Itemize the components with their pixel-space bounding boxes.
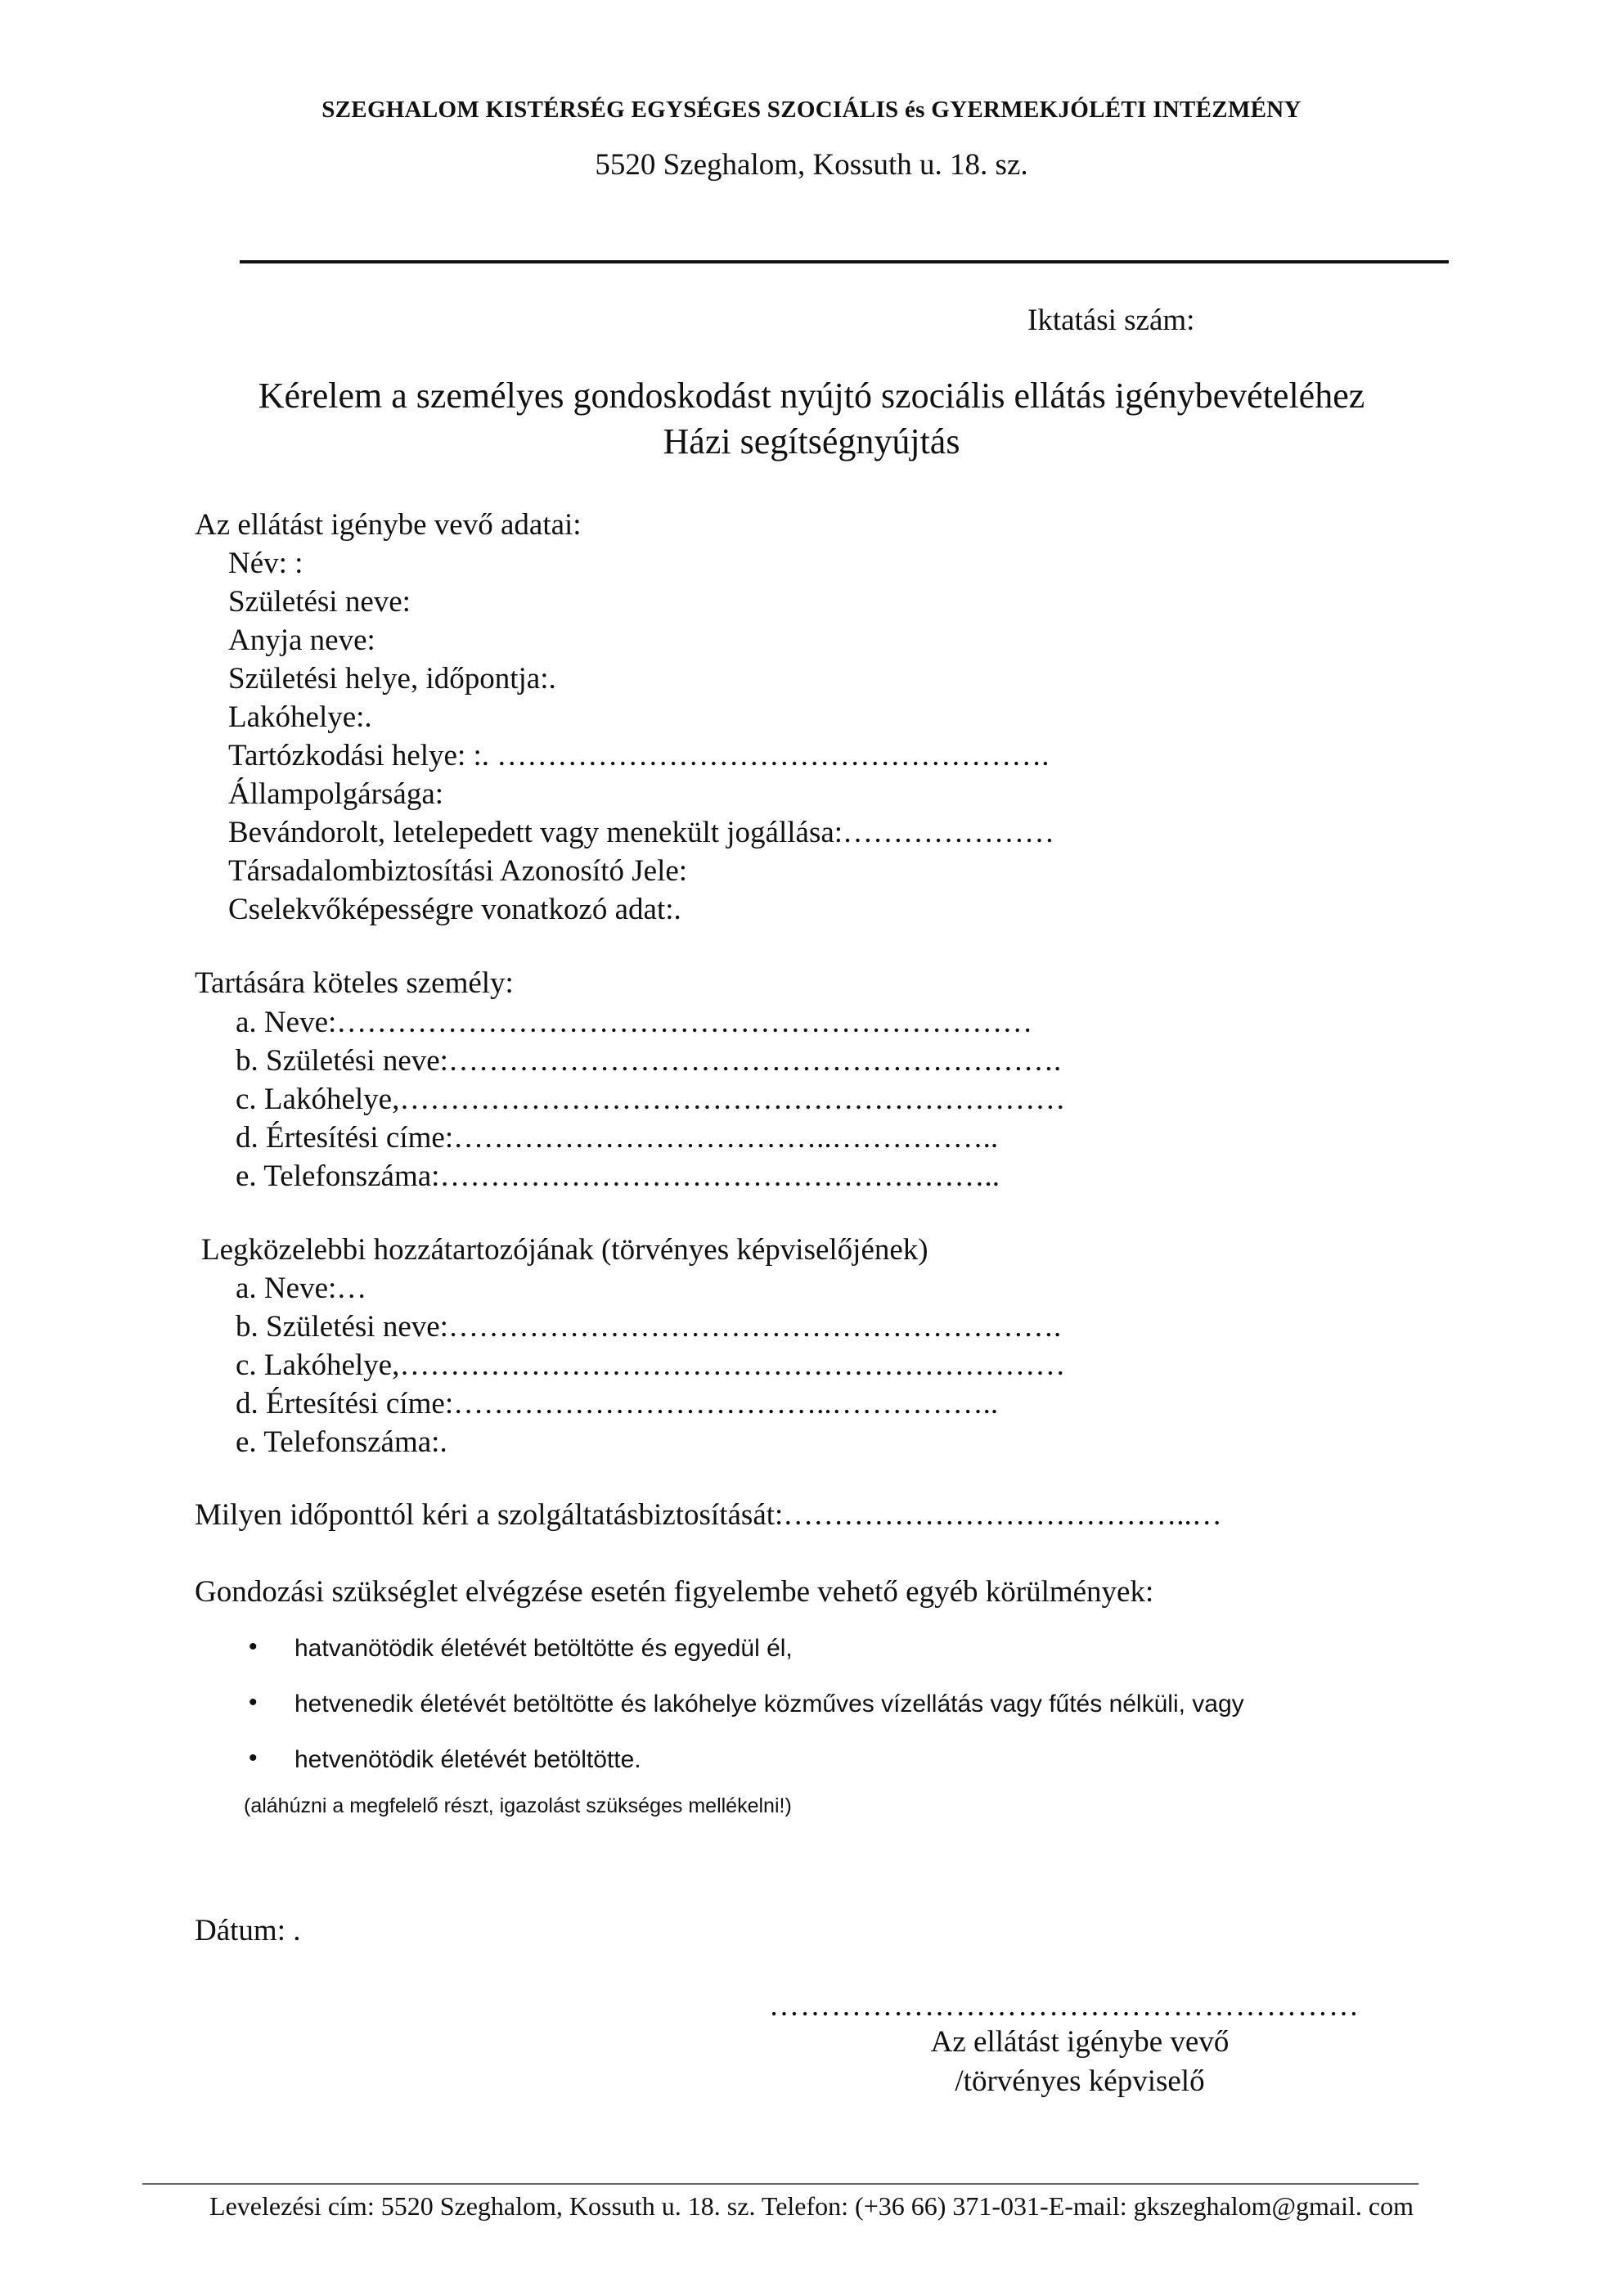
- bullet-icon: •: [249, 1689, 258, 1716]
- header-divider: [240, 260, 1449, 263]
- relative-field-residence: c. Lakóhelye,…………………………………………………………: [236, 1348, 1066, 1382]
- condition-item: hatvanötödik életévét betöltötte és egyedül él,: [294, 1635, 793, 1662]
- condition-item: hetvenedik életévét betöltötte és lakóhelye közműves vízellátás vagy fűtés nélküli, vagy: [294, 1690, 1244, 1717]
- signature-line: …………………………………………………: [769, 1989, 1360, 2023]
- relative-field-phone: e. Telefonszáma:.: [236, 1425, 447, 1459]
- maintainer-field-phone: e. Telefonszáma:………………………………………………..: [236, 1159, 1000, 1193]
- maintainer-heading: Tartására köteles személy:: [195, 966, 514, 1000]
- maintainer-field-residence: c. Lakóhelye,…………………………………………………………: [236, 1083, 1066, 1116]
- footer-contact: Levelezési cím: 5520 Szeghalom, Kossuth u. 18. sz. Telefon: (+36 66) 371-031-E-mail: gkszeghalom@gmail. com: [209, 2191, 1414, 2221]
- date-label: Dátum: .: [195, 1914, 301, 1947]
- relative-field-notify-address: d. Értesítési címe:………………………………..……………..: [236, 1387, 999, 1420]
- applicant-field-legal-status: Bevándorolt, letelepedett vagy menekült jogállása:…………………: [228, 816, 1055, 849]
- form-subtitle: Házi segítségnyújtás: [663, 421, 960, 461]
- applicant-field-citizenship: Állampolgársága:: [228, 777, 444, 811]
- applicant-field-mother-name: Anyja neve:: [228, 624, 375, 657]
- form-title: Kérelem a személyes gondoskodást nyújtó szociális ellátás igénybevételéhez: [258, 376, 1365, 416]
- condition-item: hetvenötödik életévét betöltötte.: [294, 1746, 641, 1773]
- relative-field-birth-name: b. Születési neve:…………………………………………………….: [236, 1310, 1062, 1344]
- registration-number-label: Iktatási szám:: [1027, 304, 1195, 337]
- relative-heading: Legközelebbi hozzátartozójának (törvényes képviselőjének): [201, 1233, 928, 1267]
- organization-address: 5520 Szeghalom, Kossuth u. 18. sz.: [595, 148, 1028, 182]
- relative-field-name: a. Neve:…: [236, 1272, 367, 1305]
- footer-divider: [142, 2183, 1418, 2185]
- bullet-icon: •: [249, 1633, 258, 1660]
- signature-caption: Az ellátást igénybe vevő: [930, 2025, 1230, 2059]
- underline-note: (aláhúzni a megfelelő részt, igazolást szükséges mellékelni!): [244, 1794, 792, 1817]
- organization-name: SZEGHALOM KISTÉRSÉG EGYSÉGES SZOCIÁLIS és GYERMEKJÓLÉTI INTÉZMÉNY: [321, 97, 1302, 123]
- applicant-field-birth-place-date: Születési helye, időpontja:.: [228, 662, 556, 696]
- applicant-field-name: Név: :: [228, 547, 303, 580]
- conditions-heading: Gondozási szükséglet elvégzése esetén figyelembe vehető egyéb körülmények:: [195, 1575, 1154, 1609]
- applicant-field-capacity: Cselekvőképességre vonatkozó adat:.: [228, 893, 681, 926]
- maintainer-field-notify-address: d. Értesítési címe:………………………………..……………..: [236, 1121, 999, 1155]
- applicant-field-stay-place: Tartózkodási helye: :. ……………………………………………….: [228, 739, 1050, 772]
- applicant-field-residence: Lakóhelye:.: [228, 700, 372, 734]
- applicant-field-birth-name: Születési neve:: [228, 585, 411, 619]
- applicant-field-taj: Társadalombiztosítási Azonosító Jele:: [228, 854, 688, 888]
- start-date-question: Milyen időponttól kéri a szolgáltatásbiztosítását:…………………………………..…: [195, 1498, 1222, 1532]
- maintainer-field-name: a. Neve:……………………………………………………………: [236, 1006, 1033, 1039]
- signature-caption-representative: /törvényes képviselő: [955, 2064, 1205, 2098]
- bullet-icon: •: [249, 1745, 258, 1772]
- applicant-heading: Az ellátást igénybe vevő adatai:: [195, 508, 582, 542]
- maintainer-field-birth-name: b. Születési neve:…………………………………………………….: [236, 1044, 1062, 1078]
